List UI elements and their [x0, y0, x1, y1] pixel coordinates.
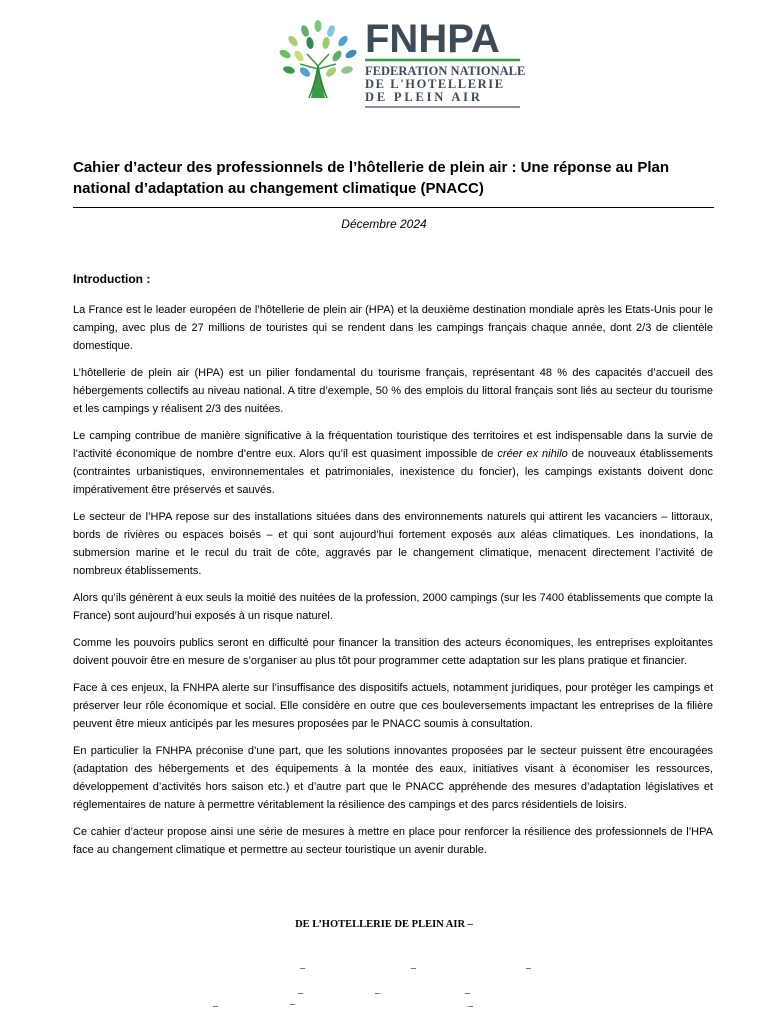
intro-heading: Introduction :: [73, 272, 151, 286]
logo-line-2: DE L'HOTELLERIE: [365, 77, 505, 91]
logo-line-1: FEDERATION NATIONALE: [365, 64, 525, 78]
fnhpa-logo: [265, 14, 525, 114]
paragraph-3-start: Le camping contribue de manière significative à la fréquentation touristique des territoires et est indispensable dans la survie de l’activité économique de nombre d’entre eux. Alors qu’il est quasiment impossible de: [73, 430, 713, 460]
intro-body: [73, 301, 713, 868]
footer-dash: _: [213, 997, 218, 1008]
paragraph-3-italic: créer ex nihilo: [497, 448, 568, 460]
logo-name: FNHPA: [365, 17, 500, 61]
paragraph-3-end: de nouveaux établissements (contraintes urbanistiques, environnementales et patrimoniales, inexistence du foncier), les campings existants doivent donc impérativement être préservés et sauvés.: [73, 448, 713, 496]
footer-dash: _: [290, 995, 295, 1006]
logo-line-3: DE PLEIN AIR: [365, 90, 483, 104]
footer-line: DE L’HOTELLERIE DE PLEIN AIR –: [295, 919, 473, 930]
paragraph-1: La France est le leader européen de l’hôtellerie de plein air (HPA) et la deuxième destination mondiale après les Etats-Unis pour le camping, avec plus de 27 millions de touristes qui se rendent dans les campings français chaque année, dont 2/3 de clientèle domestique.: [73, 304, 713, 352]
footer-dash: _: [411, 959, 416, 970]
footer-dash: _: [468, 997, 473, 1008]
document-title: Cahier d’acteur des professionnels de l’hôtellerie de plein air : Une réponse au Plan national d’adaptation au changement climatique (PNACC): [73, 159, 670, 197]
paragraph-4: Le secteur de l’HPA repose sur des installations situées dans des environnements naturels qui attirent les vacanciers – littoraux, bords de rivières ou espaces boisés – et qui sont aujourd’hui fortement exposés aux aléas climatiques. Les inondations, la submersion marine et le recul du trait de côte, aggravés par le changement climatique, menacent directement l’activité de nombreux établissements.: [73, 511, 713, 577]
paragraph-2: L’hôtellerie de plein air (HPA) est un pilier fondamental du tourisme français, représentant 48 % des capacités d’accueil des hébergements collectifs au niveau national. A titre d’exemple, 50 % des emplois du littoral français sont liés au secteur du tourisme et les campings y réalisent 2/3 des nuitées.: [73, 367, 713, 415]
footer-dash: _: [300, 959, 305, 970]
paragraph-5: Alors qu’ils génèrent à eux seuls la moitié des nuitées de la profession, 2000 campings (sur les 7400 établissements que compte la France) sont aujourd’hui exposés à un risque naturel.: [73, 592, 713, 622]
document-date: Décembre 2024: [341, 217, 427, 231]
footer-dash: _: [526, 959, 531, 970]
title-divider: [73, 207, 714, 208]
footer-dash: _: [375, 984, 380, 995]
tree-icon: [278, 20, 358, 98]
paragraph-3: [73, 427, 713, 499]
footer-dash: _: [465, 984, 470, 995]
footer-dash: _: [298, 984, 303, 995]
paragraph-8: En particulier la FNHPA préconise d’une part, que les solutions innovantes proposées par le secteur puissent être encouragées (adaptation des hébergements et des équipements à la montée des eaux, initiatives visant à économiser les ressources, développement d’activités hors saison etc.) et d’autre part que le PNACC appréhende des mesures d’adaptation législatives et réglementaires de nature à permettre véritablement la résilience des campings et des parcs résidentiels de loisirs.: [73, 745, 713, 811]
paragraph-6: Comme les pouvoirs publics seront en difficulté pour financer la transition des acteurs économiques, les entreprises exploitantes doivent pouvoir être en mesure de s’organiser au plus tôt pour programmer cette adaptation sur les plans pratique et financier.: [73, 637, 713, 667]
paragraph-7: Face à ces enjeux, la FNHPA alerte sur l’insuffisance des dispositifs actuels, notamment juridiques, pour protéger les campings et préserver leur rôle économique et social. Elle considère en outre que ces bouleversements impactant les entreprises de la filière peuvent être mieux anticipés par les mesures proposées par le PNACC soumis à consultation.: [73, 682, 713, 730]
paragraph-9: Ce cahier d’acteur propose ainsi une série de mesures à mettre en place pour renforcer la résilience des professionnels de l’HPA face au changement climatique et permettre au secteur touristique un avenir durable.: [73, 826, 713, 856]
